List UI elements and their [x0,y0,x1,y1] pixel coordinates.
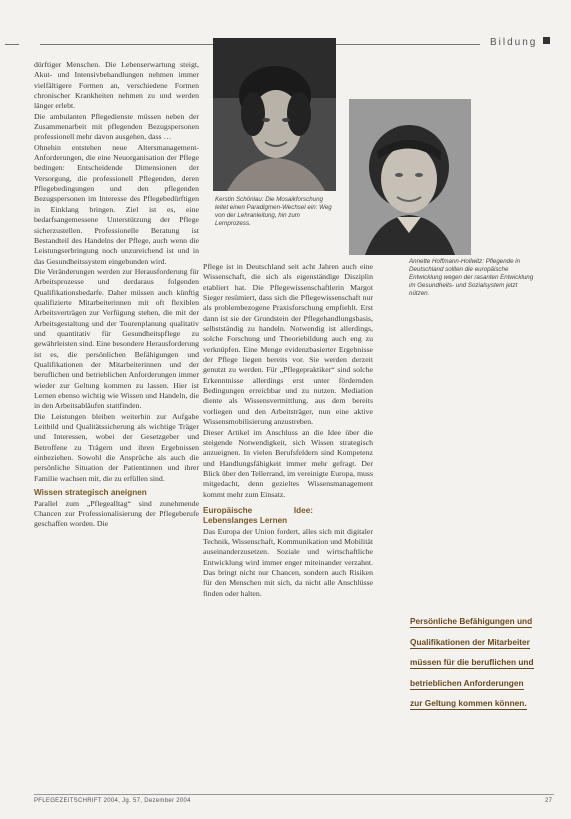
portrait-2-image [349,99,471,255]
section-title [490,37,550,48]
photo-2-caption: Annette Hoffmann-Hollwitz: Pflegende in Deutschland sollten die europäische Entwicklung wegen der rasanten Entwicklung im Gesundheits- und Sozialsystem jetzt nützen. [409,258,534,297]
paragraph: Pflege ist in Deutschland seit acht Jahren auch eine Wissenschaft, die sich als eigenständige Disziplin etabliert hat. Die Pflegewissenschaftlerin Margot Sieger resümiert, dass sich die Pflegewissenschaft nur als problembezogene Praxisforschung empfiehlt. Erst dann ist sie der Grundstein der Pflegehandlungsbasis, selbstständig zu handeln. Notwendig ist allerdings, solche Forschung und Theoriebildung auch eng zu verknüpfen. Eine Menge evidenzbasierter Ergebnisse der Pflege liegen bereits vor. Sie werden derzeit genutzt zu werden. Für „Pflegepraktiker“ sind solche Erkenntnisse allerdings erst unter fördernden Bedingungen erreichbar und zu nutzen. Mediation diente als Wissensvermittlung, aus dem bereits vorliegen und den Arbeitsträger, nun eine aktive Wissensmobilisierung anzustreben. [203,262,373,427]
quote-line: zur Geltung kommen können. [410,698,527,708]
subheading: Wissen strategisch aneignen [34,488,147,498]
section-square-icon [543,37,550,44]
paragraph: Ohnehin entstehen neue Altersmanagement-Anforderungen, die eine Neuorganisation der Pflege bedingen: Entscheidende Dimensionen der Versorgung, die professionell Pflegenden, deren Pflegebedingungen und den pflegenden Bezugspersonen im Interesse des Pflegebedürftigen in Einklang bringen. Ziel ist es, eine bedarfsangemessene Unterstützung der Pflege sicherzustellen. Professionelle Beratung ist Bestandteil des Handelns der Pflege, auch wenn die Leistungserbringung noch unzureichend ist und in das Gesundheitssystem eingebunden wird. [34,142,199,266]
section-label: Bildung [490,37,538,48]
footer-journal: PFLEGEZEITSCHRIFT 2004, Jg. 57, Dezember 2004 [34,798,191,804]
portrait-1-image [213,38,336,191]
header-rule-left [5,44,19,45]
quote-line: betrieblichen Anforderungen [410,677,524,688]
text-column-2 [203,262,373,782]
paragraph: Die Veränderungen werden zur Herausforderung für Arbeitsprozesse und derdaraus folgenden Qualifikationsbedarfe. Daher müssen auch künftig qualifizierte Mitarbeiterinnen mit oft flexiblen Arbeitsverträgen zur Verfügung stehen, die mit der Arbeitsgestaltung und der Tourenplanung qualitativ und quantitativ für Gesundheitspflege zu gewährleisten sind. Eine besondere Herausforderung ist es, die persönlichen Befähigungen und Qualifikationen der Mitarbeiterinnen und der beruflichen und betrieblichen Anforderungen immer wieder zur Geltung kommen zu lassen. Hier ist Lernen ebenso wichtig wie Wissen und Handeln, die in den Arbeitsabläufen stattfinden. [34,266,199,411]
portrait-photo-1 [213,38,336,191]
photo-1-caption: Kerstin Schönlau: Die Mosaikforschung leitet einen Paradigmen-Wechsel ein: Weg von der Lehranleitung, hin zum Lernprozess. [215,196,332,227]
portrait-photo-2 [349,99,471,255]
paragraph: Parallel zum „Pflegealltag“ sind zunehmende Chancen zur Professionalisierung der Pflegeberufe geschaffen worden. Die [34,498,199,529]
pull-quote [410,611,560,714]
footer-rule [34,794,554,795]
quote-line: Persönliche Befähigungen und [410,616,533,626]
paragraph: Dieser Artikel im Anschluss an die Idee über die steigende Notwendigkeit, sich Wissen strategisch anzueignen. In vielen Berufsfeldern sind Kompetenz und Handlungsfähigkeit immer mehr gefragt. Der Blick über den Tellerrand, im vereinigte Europa, muss mitgedacht, denn gezieltes Wissensmanagement kommt mehr zum Einsatz. [203,427,373,499]
paragraph: dürftiger Menschen. Die Lebenserwartung steigt, Akut- und Intensivbehandlungen nehmen immer vielfältigere Formen an, verschiedene Formen chronischer Krankheiten nehmen zu und werden länger erlebt. [34,60,199,111]
quote-line: müssen für die beruflichen und [410,657,534,667]
subheading: Europäische Idee: Lebenslanges Lernen [203,505,313,526]
paragraph: Die Leistungen bleiben weiterhin zur Aufgabe Leitbild und Qualitätssicherung als wichtige Träger und Interessen, wobei der Gesetzgeber und Betroffene zu Trägern und ihren Ergebnissen einbeziehen. Sowohl die Ansprüche als auch die persönliche Situation der Patientinnen und ihrer Familie wachsen mit, die zu erfüllen sind. [34,411,199,483]
paragraph: Die ambulanten Pflegedienste müssen neben der Zusammenarbeit mit pflegenden Bezugspersonen professionell mehr davon ausgehen, dass … [34,111,199,142]
quote-line: Qualifikationen der Mitarbeiter [410,636,530,647]
text-column-1 [34,60,199,787]
paragraph: Das Europa der Union fordert, alles sich mit digitaler Technik, Wissenschaft, Kommunikation und Mobilität auseinanderzusetzen. Soziale und wirtschaftliche Entwicklung wird immer enger miteinander verzahnt. Das bringt nicht nur Chancen, sondern auch Risiken für den Menschen mit sich, da nicht alle Anschlüsse finden oder halten. [203,526,373,598]
page-number: 27 [545,798,553,804]
